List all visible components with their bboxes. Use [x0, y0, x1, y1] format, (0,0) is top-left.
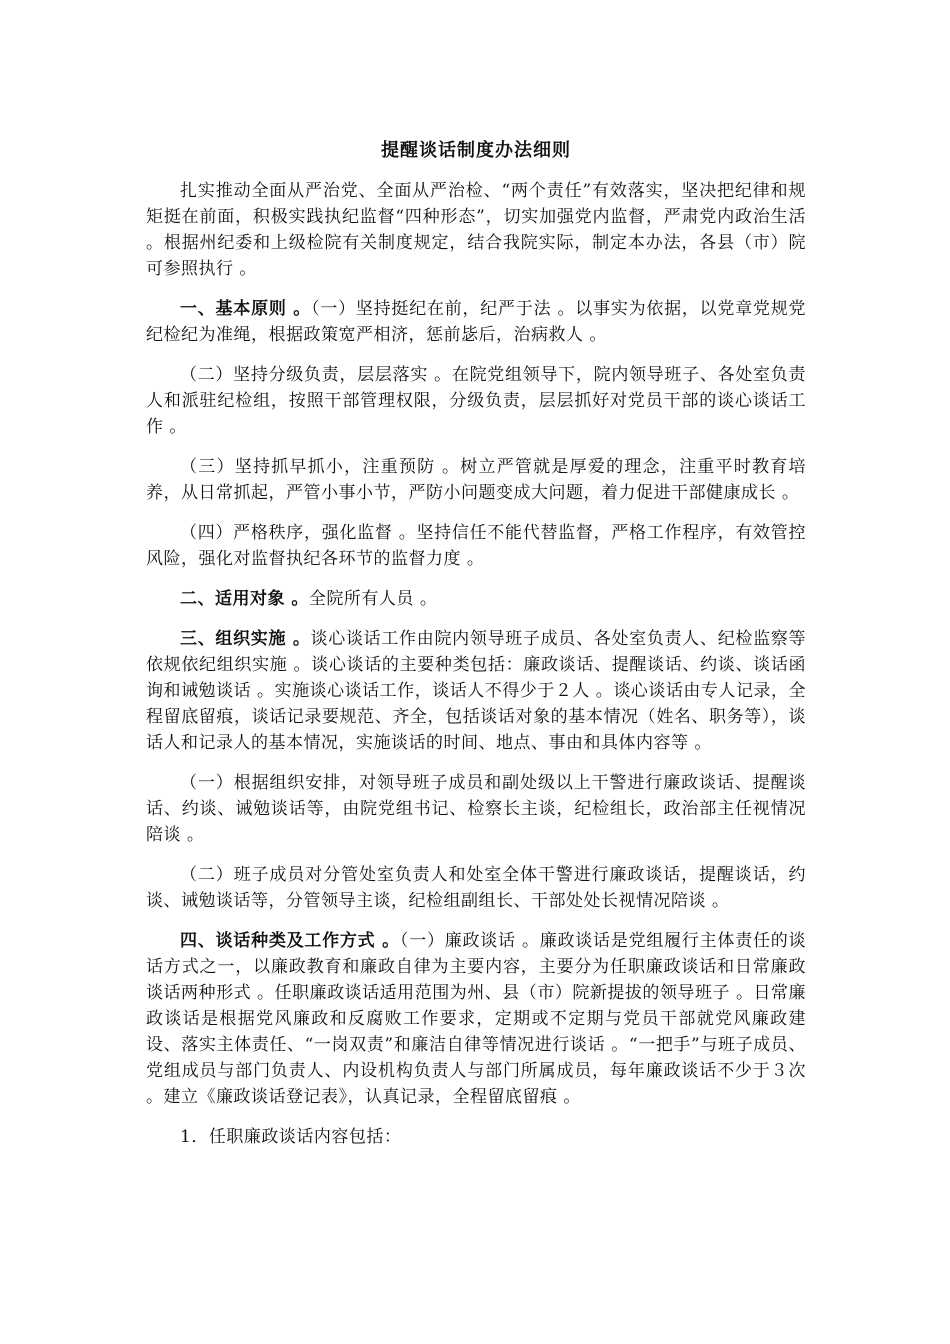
section-3-text: 谈心谈话工作由院内领导班子成员、各处室负责人、纪检监察等依规依纪组织实施 。谈心谈话的主要种类包括：廉政谈话、提醒谈话、约谈、谈话函询和诫勉谈话 。实施谈心谈话工作，谈话人不得少于２人 。谈心谈话由专人记录，全程留底留痕，谈话记录要规范、齐全，包括谈话对象的基本情况（姓名、职务等），谈话人和记录人的基本情况，实施谈话的时间、地点、事由和具体内容等 。	[146, 629, 807, 753]
section-1-text: （一）坚持挺纪在前，纪严于法 。以事实为依据，以党章党规党纪检纪为准绳，根据政策宽严相济，惩前毖后，治病救人 。	[146, 299, 807, 345]
section-3-paragraph	[146, 626, 806, 756]
intro-paragraph: 扎实推动全面从严治党、全面从严治检、“两个责任”有效落实，坚决把纪律和规矩挺在前面，积极实践执纪监督“四种形态”，切实加强党内监督，严肃党内政治生活 。根据州纪委和上级检院有关制度规定，结合我院实际，制定本办法，各县（市）院可参照执行 。	[146, 181, 806, 279]
section-4-heading: 四、谈话种类及工作方式 。	[180, 931, 400, 951]
section-3-item-1: （一）根据组织安排，对领导班子成员和副处级以上干警进行廉政谈话、提醒谈话、约谈、诫勉谈话等，由院党组书记、检察长主谈，纪检组长，政治部主任视情况陪谈 。	[146, 773, 806, 845]
section-4-item-1: 1．任职廉政谈话内容包括：	[180, 1127, 402, 1147]
document-title: 提醒谈话制度办法细则	[381, 140, 571, 161]
section-2-text: 全院所有人员 。	[308, 589, 438, 609]
section-1-paragraph	[146, 296, 806, 348]
section-4-paragraph	[146, 928, 806, 1110]
section-2-heading: 二、适用对象 。	[180, 589, 309, 609]
section-4-text: （一）廉政谈话 。廉政谈话是党组履行主体责任的谈话方式之一，以廉政教育和廉政自律为主要内容，主要分为任职廉政谈话和日常廉政谈话两种形式 。任职廉政谈话适用范围为州、县（市）院新提拔的领导班子 。日常廉政谈话是根据党风廉政和反腐败工作要求，定期或不定期与党员干部就党风廉政建设、落实主体责任、“一岗双责”和廉洁自律等情况进行谈话 。“一把手”与班子成员、党组成员与部门负责人、内设机构负责人与部门所属成员，每年廉政谈话不少于３次 。建立《廉政谈话登记表》，认真记录，全程留底留痕 。	[146, 931, 807, 1107]
section-1-item-2: （二）坚持分级负责，层层落实 。在院党组领导下，院内领导班子、各处室负责人和派驻纪检组，按照干部管理权限，分级负责，层层抓好对党员干部的谈心谈话工作 。	[146, 365, 806, 437]
section-2-paragraph	[146, 586, 806, 612]
section-1-item-3: （三）坚持抓早抓小，注重预防 。树立严管就是厚爱的理念，注重平时教育培养，从日常抓起，严管小事小节，严防小问题变成大问题，着力促进干部健康成长 。	[146, 457, 806, 503]
section-1-item-4: （四）严格秩序，强化监督 。坚持信任不能代替监督，严格工作程序，有效管控风险，强化对监督执纪各环节的监督力度 。	[146, 523, 806, 569]
section-3-heading: 三、组织实施 。	[180, 629, 311, 649]
section-3-item-2: （二）班子成员对分管处室负责人和处室全体干警进行廉政谈话，提醒谈话，约谈、诫勉谈话等，分管领导主谈，纪检组副组长、干部处处长视情况陪谈 。	[146, 865, 806, 911]
document-page	[146, 136, 806, 1164]
section-1-heading: 一、基本原则 。	[180, 299, 312, 319]
